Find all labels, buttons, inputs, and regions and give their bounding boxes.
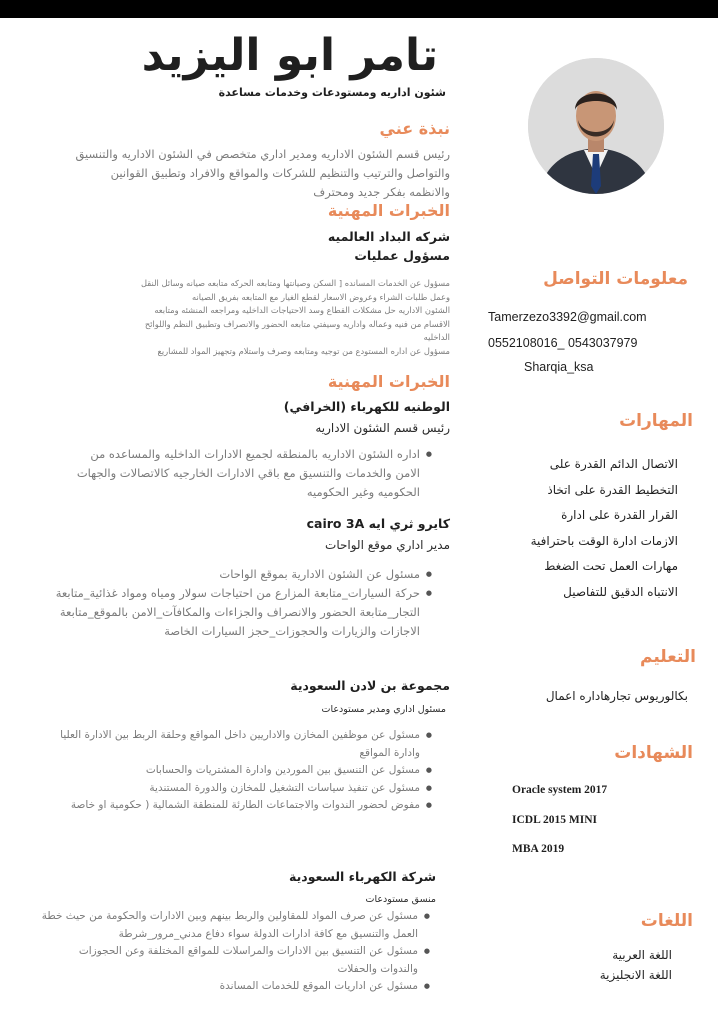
about-heading: نبذة عني (379, 119, 450, 138)
list-item: ● مسئول عن اداريات الموقع للخدمات المساندة (40, 978, 430, 996)
company-name: الوطنيه للكهرباء (الخرافي) (283, 399, 450, 414)
about-line: والتواصل والترتيب والتنظيم للشركات والمواقع والافراد وتطبيق القوانين (110, 166, 450, 180)
location-text: Sharqia_ksa (524, 360, 594, 374)
languages-list (472, 945, 672, 985)
contact-heading: معلومات التواصل (543, 269, 688, 289)
list-item: ● حركة السيارات_متابعة المزارع من احتياجات سولار ومياه ومواد غذائية_متابعة التجار_متابعة الحضور والانصراف والجزاءات والمكافآت_الامن بالموقع_متابعة الاجازات والزيارات والحجوزات_حجز السيارات الخاصة (52, 584, 432, 641)
certificates-heading: الشهادات (614, 743, 693, 763)
job-role: رئيس قسم الشئون الاداريه (315, 421, 450, 435)
phone-text[interactable]: 0552108016_ 0543037979 (488, 336, 638, 350)
job-subtitle: شئون اداريه ومستودعات وخدمات مساعدة (218, 86, 446, 99)
job-role: مدير اداري موقع الواحات (325, 538, 450, 552)
company-name: كايرو ثري ايه cairo 3A (306, 516, 450, 531)
certificate-item: Oracle system 2017 (512, 784, 608, 796)
experience-heading: الخبرات المهنية (327, 201, 450, 220)
about-text (50, 145, 450, 202)
email-text[interactable]: Tamerzezo3392@gmail.com (488, 310, 647, 324)
description-line: مسؤول عن الخدمات المسانده [ السكن وصيانتها ومتابعه الحركه متابعه صيانه وسائل النقل (141, 278, 450, 288)
list-item: ● مسئول عن التنسيق بين الادارات والمراسلات للمواقع المختلفة وعن الحجوزات والندوات والحفلات (40, 943, 430, 978)
about-line: والانظمه بفكر جديد ومحترف (313, 185, 450, 199)
description-line: مسؤول عن اداره المستودع من توجيه ومتابعه وصرف واستلام وتجهيز المواد للمشاريع (157, 345, 450, 356)
certificates-list (512, 776, 607, 865)
education-item: بكالوريوس تجارهاداره اعمال (545, 689, 688, 703)
list-item: ● مسئول عن صرف المواد للمقاولين والربط بينهم وبين الادارات والحكومة من حيث خطة العمل والتنسيق مع كافة ادارات الدولة سواء دفاع مدني_مرور_شرطة (40, 908, 430, 943)
skill-item: الانتباه الدقيق للتفاصيل (563, 584, 678, 599)
description-line: الشئون الاداريه حل مشكلات القطاع وسد الاحتياجات الداخليه ومراجعه المنشئه ومتابعه (154, 305, 450, 315)
description-line: الاقسام من فنيه وعماله واداريه وسيفتي متابعه الحضور والانصراف وتطبيق النظم واللوائح (144, 318, 450, 329)
about-line: رئيس قسم الشئون الاداريه ومدير اداري متخصص في الشئون الاداريه والتنسيق (75, 147, 450, 161)
company-name: شركة الكهرباء السعودية (289, 869, 436, 884)
description-line: الداخليه (423, 332, 450, 342)
list-item: ● مسئول عن تنفيذ سياسات التشغيل للمخازن والدورة المستندية (52, 780, 432, 798)
skill-item: مهارات العمل تحت الضغط (544, 559, 678, 574)
profile-photo (528, 58, 664, 194)
experience-description (50, 277, 450, 358)
list-item: ● مسئول عن التنسيق بين الموردين وادارة المشتريات والحسابات (52, 762, 432, 780)
language-item: اللغة العربية (612, 948, 672, 962)
skills-heading: المهارات (619, 411, 693, 431)
job-role: منسق مستودعات (365, 894, 436, 905)
list-item: ● مسئول عن موظفين المخازن والاداريين داخل المواقع وحلقة الربط بين الادارة العليا وادارة المواقع (52, 727, 432, 762)
job-role: مسؤول عمليات (354, 248, 450, 263)
language-item: اللغة الانجليزية (599, 968, 672, 982)
list-item: ● اداره الشئون الاداريه بالمنطقه لجميع الادارات الداخليه والمساعده من الامن والخدمات والتنسيق مع باقي الادارات الخارجيه كالاتصالات والجهات الحكوميه وغير الحكوميه (72, 445, 432, 502)
responsibility-list (52, 565, 432, 641)
skills-list (458, 452, 678, 606)
responsibility-list (40, 908, 430, 996)
responsibility-list (72, 445, 432, 502)
job-role: مسئول اداري ومدير مستودعات (321, 704, 446, 715)
certificate-item: ICDL 2015 MINI (512, 813, 597, 826)
company-name: شركه البداد العالميه (327, 229, 450, 244)
skill-item: الازمات ادارة الوقت باحترافية (530, 533, 678, 548)
responsibility-list (52, 727, 432, 815)
top-bar (0, 0, 718, 18)
education-heading: التعليم (640, 647, 696, 667)
description-line: وعمل طلبات الشراء وعروض الاسعار لقطع الغيار مع المتابعه بفريق الصيانه (192, 291, 450, 302)
skill-item: التخطيط القدرة على اتخاذ (547, 482, 678, 497)
list-item: ● مسئول عن الشئون الادارية بموقع الواحات (52, 565, 432, 584)
skill-item: القرار القدرة على ادارة (561, 508, 678, 523)
skill-item: الاتصال الدائم القدرة على (549, 457, 678, 471)
experience-heading: الخبرات المهنية (327, 372, 450, 391)
list-item: ● مفوض لحضور الندوات والاجتماعات الطارئة للمنطقة الشمالية ( حكومية او خاصة (52, 797, 432, 815)
languages-heading: اللغات (640, 911, 693, 931)
company-name: مجموعة بن لادن السعودية (290, 678, 450, 693)
profile-photo-image (528, 58, 664, 194)
certificate-item: MBA 2019 (512, 843, 565, 855)
person-name: تامر ابو اليزيد (141, 30, 438, 81)
